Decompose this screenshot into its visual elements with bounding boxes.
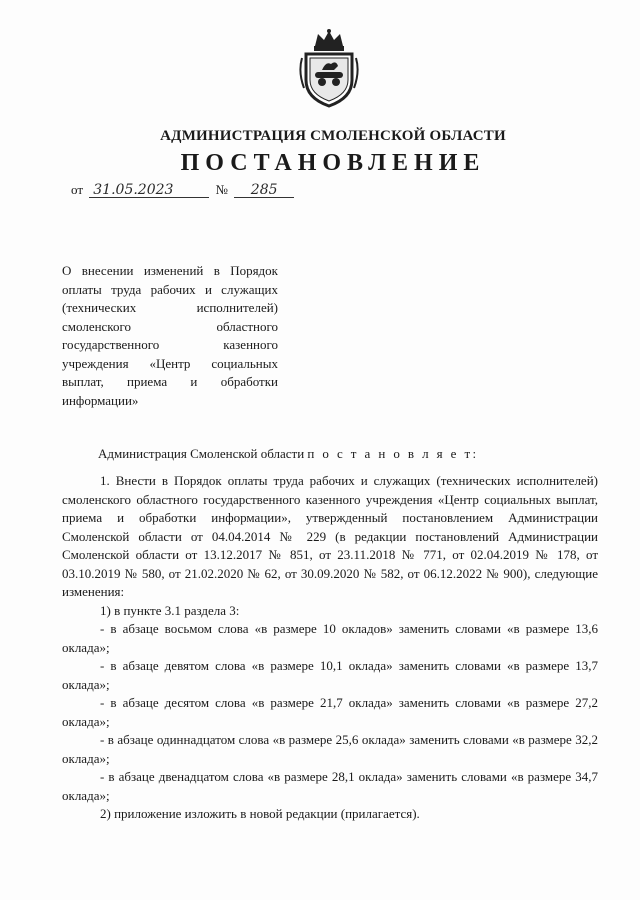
document-type-title: ПОСТАНОВЛЕНИЕ [180,150,486,176]
document-subject: О внесении изменений в Порядок оплаты труда рабочих и служащих (технических исполнителей) смоленского областного государственного казенного учреждения «Центр социальных выплат, приема и обработки информации» [62,263,278,408]
body-paragraph: 1) в пункте 3.1 раздела 3: [100,602,240,618]
date-number-line [68,182,294,198]
body-paragraph: - в абзаце двенадцатом слова «в размере 28,1 оклада» заменить словами «в размере 34,7 оклада»; [62,769,598,803]
document-date: 31.05.2023 [89,183,209,198]
body-paragraph: - в абзаце восьмом слова «в размере 10 окладов» заменить словами «в размере 13,6 оклада»; [62,621,598,655]
preamble-text: Администрация Смоленской области [98,446,305,461]
date-label: от [71,182,84,197]
organization-title: АДМИНИСТРАЦИЯ СМОЛЕНСКОЙ ОБЛАСТИ [160,128,506,144]
number-label: № [215,182,228,197]
body-paragraph: 1. Внести в Порядок оплаты труда рабочих и служащих (технических исполнителей) смоленского областного государственного казенного учреждения «Центр социальных выплат, приема и обработки информации», утвержденный постановлением Администрации Смоленской области от 04.04.2014 № 229 (в редакции постановлений Администрации Смоленской области от 13.12.2017 № 851, от 23.11.2018 № 771, от 02.04.2019 № 178, от 03.10.2019 № 580, от 21.02.2020 № 62, от 30.09.2020 № 582, от 06.12.2022 № 900), следующие изменения: [62,473,598,599]
preamble-action: п о с т а н о в л я е т: [307,446,479,461]
body-paragraph: 2) приложение изложить в новой редакции (прилагается). [100,806,420,821]
preamble [98,446,479,462]
document-number: 285 [234,183,294,198]
body-paragraph: - в абзаце десятом слова «в размере 21,7 оклада» заменить словами «в размере 27,2 оклада»; [62,695,598,729]
document-body [62,472,598,824]
body-paragraph: - в абзаце одиннадцатом слова «в размере 25,6 оклада» заменить словами «в размере 32,2 оклада»; [62,732,598,766]
coat-of-arms-icon [298,28,360,108]
body-paragraph: - в абзаце девятом слова «в размере 10,1 оклада» заменить словами «в размере 13,7 оклада»; [62,658,598,692]
